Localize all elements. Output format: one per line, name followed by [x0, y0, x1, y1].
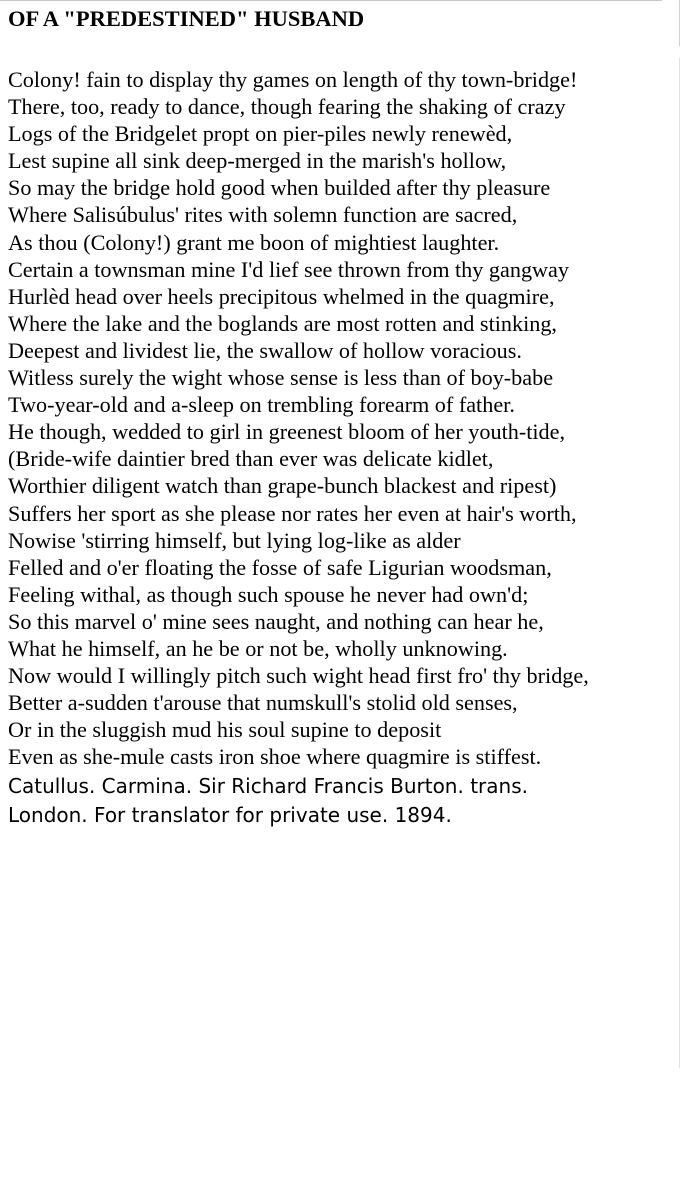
- citation-line: London. For translator for private use. 1894.: [8, 803, 452, 828]
- poem-line: Lest supine all sink deep-merged in the marish's hollow,: [8, 148, 507, 174]
- poem-line: Suffers her sport as she please nor rates her even at hair's worth,: [8, 500, 577, 526]
- poem-line: He though, wedded to girl in greenest bloom of her youth-tide,: [8, 419, 566, 445]
- poem-line: Felled and o'er floating the fosse of safe Ligurian woodsman,: [8, 554, 552, 580]
- poem-line: Or in the sluggish mud his soul supine to deposit: [8, 717, 442, 743]
- poem-line: Logs of the Bridgelet propt on pier-piles newly renewèd,: [8, 121, 513, 147]
- right-edge-divider-lower: [679, 58, 680, 1068]
- poem-line: Worthier diligent watch than grape-bunch blackest and ripest): [8, 473, 557, 499]
- poem-line: Even as she-mule casts iron shoe where quagmire is stiffest.: [8, 744, 542, 770]
- poem-line: Certain a townsman mine I'd lief see thrown from thy gangway: [8, 256, 570, 282]
- poem-line: Colony! fain to display thy games on length of thy town-bridge!: [8, 67, 578, 92]
- citation: [8, 772, 678, 830]
- poem-line: Better a-sudden t'arouse that numskull's stolid old senses,: [8, 690, 518, 716]
- right-edge-divider: [679, 0, 680, 46]
- document-page: [8, 4, 678, 830]
- poem-body: [8, 66, 673, 770]
- poem-line: Feeling withal, as though such spouse he never had own'd;: [8, 581, 529, 607]
- poem-title: OF A "PREDESTINED" HUSBAND: [8, 6, 365, 31]
- poem-line: Witless surely the wight whose sense is less than of boy-babe: [8, 365, 554, 391]
- poem-line: Nowise 'stirring himself, but lying log-like as alder: [8, 527, 461, 553]
- poem-line: Two-year-old and a-sleep on trembling forearm of father.: [8, 392, 515, 418]
- poem-line: So this marvel o' mine sees naught, and nothing can hear he,: [8, 608, 544, 634]
- poem-line: There, too, ready to dance, though fearing the shaking of crazy: [8, 94, 566, 120]
- poem-line: Where Salisúbulus' rites with solemn function are sacred,: [8, 202, 518, 228]
- poem-line: What he himself, an he be or not be, wholly unknowing.: [8, 635, 508, 661]
- poem-line: As thou (Colony!) grant me boon of mightiest laughter.: [8, 229, 500, 255]
- poem-line: So may the bridge hold good when builded after thy pleasure: [8, 175, 551, 201]
- top-divider: [0, 0, 662, 1]
- poem-line: Deepest and lividest lie, the swallow of hollow voracious.: [8, 337, 522, 363]
- poem-line: Where the lake and the boglands are most rotten and stinking,: [8, 310, 557, 336]
- poem-line: Now would I willingly pitch such wight head first fro' thy bridge,: [8, 663, 589, 689]
- poem-line: (Bride-wife daintier bred than ever was delicate kidlet,: [8, 446, 494, 472]
- poem-line: Hurlèd head over heels precipitous whelmed in the quagmire,: [8, 283, 555, 309]
- citation-line: Catullus. Carmina. Sir Richard Francis Burton. trans.: [8, 774, 528, 799]
